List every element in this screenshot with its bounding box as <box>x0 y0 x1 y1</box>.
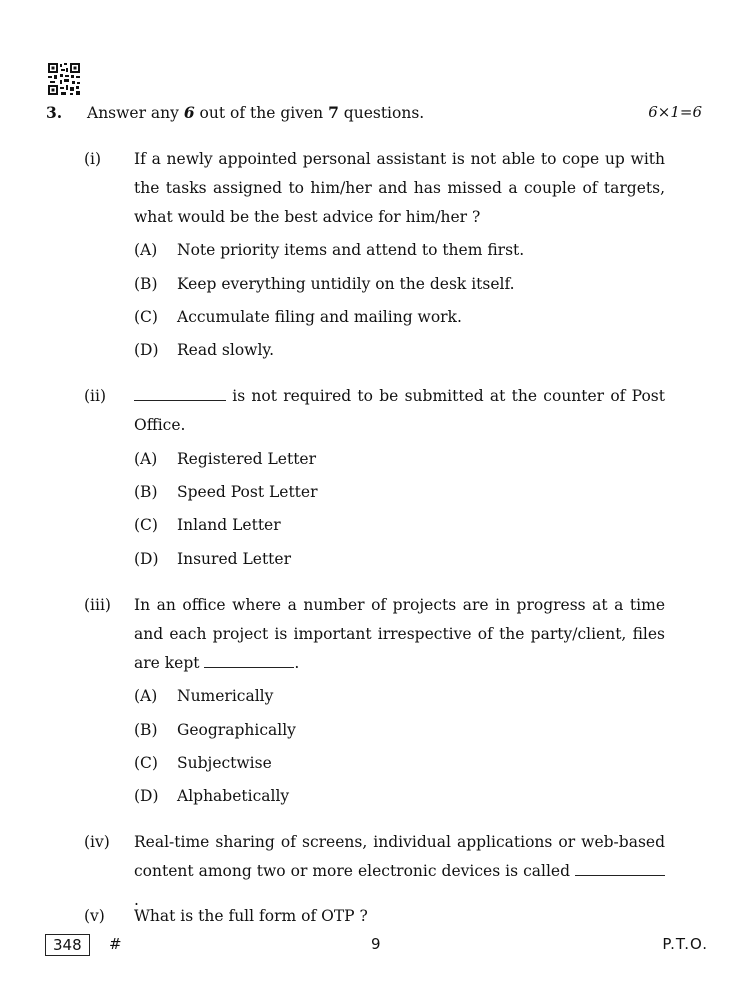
question-number: 3. <box>46 103 63 122</box>
option-label: (C) <box>134 308 158 326</box>
page-number: 9 <box>371 935 381 953</box>
stem-pre: In an office where a number of projects are in progress at a time and each project is important irrespective of the party/client, files are kept <box>134 596 665 672</box>
subquestion-stem <box>134 382 665 440</box>
hash-mark: # <box>109 935 122 953</box>
subquestion-label: (iv) <box>84 833 110 851</box>
option-text: Insured Letter <box>177 550 291 568</box>
option-label: (A) <box>134 687 158 705</box>
subquestion-stem: If a newly appointed personal assistant is not able to cope up with the tasks assigned to him/her and has missed a couple of targets, what would be the best advice for him/her ? <box>134 150 665 226</box>
option-label: (D) <box>134 550 159 568</box>
option-label: (A) <box>134 450 158 468</box>
option-text: Subjectwise <box>177 754 272 772</box>
option-text: Alphabetically <box>177 787 290 805</box>
subquestion-label: (iii) <box>84 596 111 614</box>
option-label: (D) <box>134 341 159 359</box>
option-text: Read slowly. <box>177 341 275 359</box>
subquestion-label: (v) <box>84 907 105 925</box>
option-label: (D) <box>134 787 159 805</box>
option-text: Registered Letter <box>177 450 317 468</box>
option-label: (A) <box>134 241 158 259</box>
option-label: (B) <box>134 275 158 293</box>
stem-post: . <box>134 891 139 909</box>
subquestion-label: (ii) <box>84 387 107 405</box>
instruction-post: questions. <box>338 104 425 122</box>
pto-label: P.T.O. <box>662 935 708 953</box>
question-instruction <box>87 103 424 122</box>
option-text: Geographically <box>177 721 296 739</box>
option-text: Note priority items and attend to them first. <box>177 241 525 259</box>
option-label: (C) <box>134 754 158 772</box>
option-text: Keep everything untidily on the desk itself. <box>177 275 515 293</box>
count-any: 6 <box>183 103 195 122</box>
instruction-mid: out of the given <box>194 104 329 122</box>
stem-post: . <box>294 654 300 672</box>
option-text: Accumulate filing and mailing work. <box>177 308 462 326</box>
answer-blank <box>134 387 226 401</box>
stem-post: is not required to be submitted at the counter of Post Office. <box>134 387 665 434</box>
subquestion-stem <box>134 591 665 678</box>
instruction-pre: Answer any <box>87 104 184 122</box>
count-total: 7 <box>328 103 339 122</box>
subquestion-label: (i) <box>84 150 102 168</box>
paper-code: 348 <box>45 934 90 956</box>
option-label: (C) <box>134 516 158 534</box>
option-label: (B) <box>134 721 158 739</box>
marks-allocation: 6×1=6 <box>648 103 702 121</box>
option-text: Inland Letter <box>177 516 281 534</box>
subquestion-stem: What is the full form of OTP ? <box>134 907 368 925</box>
qr-code-icon <box>48 63 80 95</box>
option-text: Numerically <box>177 687 274 705</box>
option-text: Speed Post Letter <box>177 483 318 501</box>
answer-blank <box>575 862 665 876</box>
answer-blank <box>204 654 294 668</box>
stem-pre: Real-time sharing of screens, individual applications or web-based content among two or more electronic devices is called <box>134 833 665 880</box>
option-label: (B) <box>134 483 158 501</box>
